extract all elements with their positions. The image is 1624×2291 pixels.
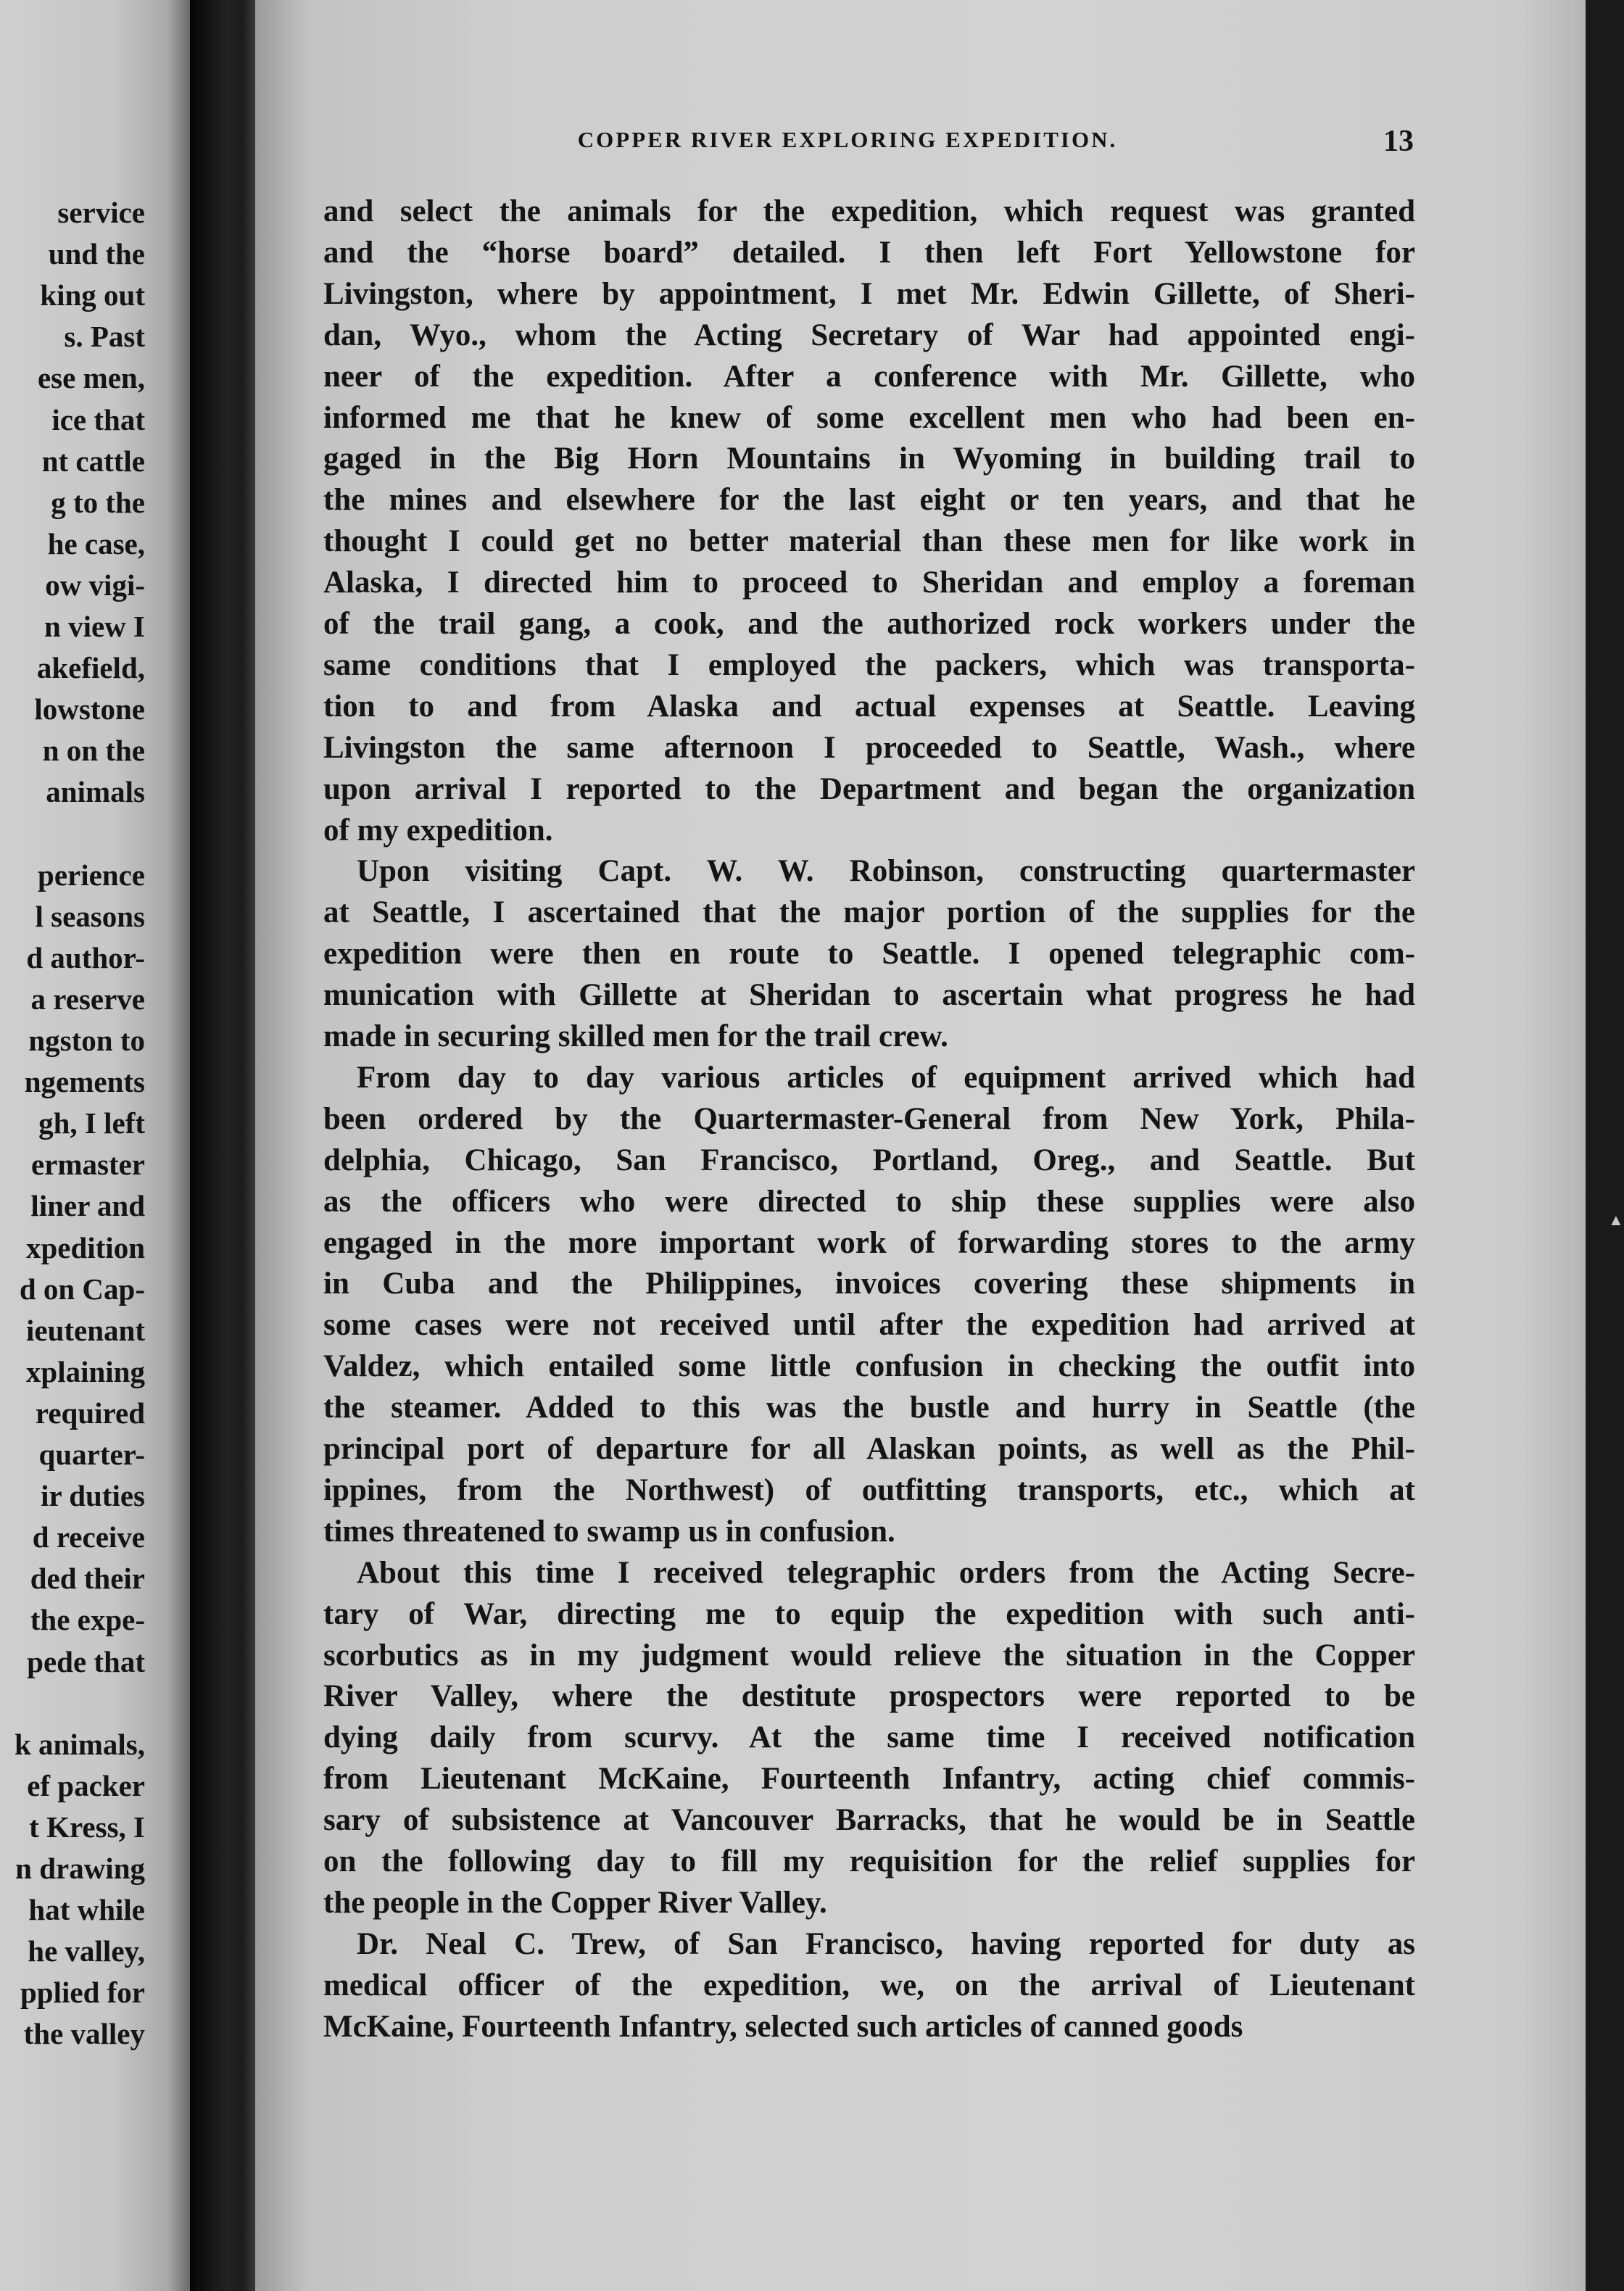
text-line: principal port of departure for all Alaskan points, as well as the Phil- (323, 1432, 1415, 1466)
left-page-fragment: required (35, 1396, 145, 1430)
left-page-fragment: n on the (42, 734, 145, 768)
text-line: and select the animals for the expedition, which request was granted (323, 194, 1415, 228)
text-line: thought I could get no better material than these men for like work in (323, 524, 1415, 559)
text-line: gaged in the Big Horn Mountains in Wyoming in building trail to (323, 442, 1415, 476)
text-line: delphia, Chicago, San Francisco, Portland, Oreg., and Seattle. But (323, 1143, 1415, 1177)
text-line: sary of subsistence at Vancouver Barracks, that he would be in Seattle (323, 1803, 1415, 1838)
left-page-edge (0, 0, 190, 2291)
left-page-fragment: hat while (28, 1893, 145, 1927)
text-line: of my expedition. (323, 813, 553, 848)
text-line: of the trail gang, a cook, and the authorized rock workers under the (323, 607, 1415, 641)
text-line: dan, Wyo., whom the Acting Secretary of War had appointed engi- (323, 318, 1415, 352)
text-line: tary of War, directing me to equip the expedition with such anti- (323, 1596, 1415, 1631)
text-line: dying daily from scurvy. At the same time I received notification (323, 1720, 1415, 1755)
text-line: expedition were then en route to Seattle. I opened telegraphic com- (323, 937, 1415, 972)
left-page-fragment: pplied for (20, 1976, 145, 2010)
left-page-fragment: xpedition (25, 1230, 145, 1264)
text-line: Dr. Neal C. Trew, of San Francisco, having reported for duty as (357, 1926, 1415, 1961)
left-page-fragment: ice that (51, 402, 145, 436)
left-page-fragment: ngston to (28, 1024, 145, 1057)
left-page-fragment: king out (40, 278, 145, 312)
left-page-fragment: service (57, 196, 145, 229)
text-line: the people in the Copper River Valley. (323, 1885, 827, 1920)
text-line: neer of the expedition. After a conference with Mr. Gillette, who (323, 359, 1415, 394)
text-line: Livingston the same afternoon I proceeded to Seattle, Wash., where (323, 730, 1415, 765)
left-page-fragment: ermaster (30, 1148, 145, 1182)
text-line: McKaine, Fourteenth Infantry, selected such articles of canned goods (323, 2009, 1243, 2044)
left-page-fragment: xplaining (25, 1354, 145, 1388)
left-page-fragment: animals (46, 775, 145, 809)
left-page-fragment: quarter- (38, 1438, 145, 1471)
left-page-fragment: the valley (23, 2017, 145, 2051)
left-page-fragment: s. Past (64, 320, 145, 354)
left-page-fragment: k animals, (14, 1727, 145, 1761)
left-page-fragment: l seasons (35, 899, 145, 933)
left-page-fragment: n view I (44, 610, 145, 643)
page-number: 13 (1383, 125, 1414, 158)
text-line: Alaska, I directed him to proceed to Sheridan and employ a foreman (323, 566, 1415, 600)
left-page-fragment: ngements (24, 1065, 145, 1099)
text-line: in Cuba and the Philippines, invoices covering these shipments in (323, 1267, 1415, 1301)
left-page-fragment: akefield, (36, 651, 145, 685)
text-line: tion to and from Alaska and actual expenses at Seattle. Leaving (323, 689, 1415, 724)
text-line: Valdez, which entailed some little confusion in checking the outfit into (323, 1349, 1415, 1384)
text-line: from Lieutenant McKaine, Fourteenth Infantry, acting chief commis- (323, 1762, 1415, 1797)
left-page-fragment: perience (38, 858, 145, 892)
text-line: munication with Gillette at Sheridan to ascertain what progress he had (323, 978, 1415, 1013)
left-page-fragment: he case, (47, 526, 145, 560)
left-page-fragment: the expe- (30, 1603, 145, 1637)
text-line: About this time I received telegraphic orders from the Acting Secre- (357, 1555, 1415, 1590)
left-page-fragment: ded their (30, 1562, 145, 1596)
left-page-fragment: nt cattle (41, 444, 145, 478)
left-page-fragment: und the (48, 237, 145, 271)
text-line: River Valley, where the destitute prospectors were reported to be (323, 1679, 1415, 1714)
left-page-fragment: gh, I left (38, 1106, 145, 1140)
left-page-fragment: ow vigi- (45, 568, 145, 602)
text-line: been ordered by the Quartermaster-General from New York, Phila- (323, 1101, 1415, 1136)
text-line: as the officers who were directed to ship these supplies were also (323, 1184, 1415, 1219)
running-head (281, 127, 1414, 163)
text-line: ippines, from the Northwest) of outfitting transports, etc., which at (323, 1472, 1415, 1507)
left-page-fragment: ef packer (27, 1768, 145, 1802)
left-page-fragment: ieutenant (26, 1313, 145, 1347)
text-line: From day to day various articles of equipment arrived which had (357, 1060, 1415, 1095)
text-line: some cases were not received until after the expedition had arrived at (323, 1308, 1415, 1343)
text-line: the mines and elsewhere for the last eight or ten years, and that he (323, 483, 1415, 518)
text-line: times threatened to swamp us in confusion. (323, 1514, 895, 1549)
text-line: scorbutics as in my judgment would relieve the situation in the Copper (323, 1638, 1415, 1673)
text-line: Livingston, where by appointment, I met Mr. Edwin Gillette, of Sheri- (323, 276, 1415, 311)
text-line: informed me that he knew of some excellent men who had been en- (323, 400, 1415, 435)
text-line: on the following day to fill my requisition for the relief supplies for (323, 1844, 1415, 1878)
text-line: upon arrival I reported to the Department and began the organization (323, 771, 1415, 806)
left-page-fragment: a reserve (30, 982, 145, 1016)
left-page-fragment: d on Cap- (19, 1272, 145, 1306)
text-line: the steamer. Added to this was the bustle and hurry in Seattle (the (323, 1391, 1415, 1425)
page-edge-mark: ▲ (1608, 1211, 1624, 1229)
text-line: and the “horse board” detailed. I then left Fort Yellowstone for (323, 235, 1415, 270)
running-head-title: COPPER RIVER EXPLORING EXPEDITION. (577, 127, 1118, 152)
left-page-fragment: t Kress, I (29, 1810, 145, 1844)
left-page-fragment: d author- (26, 940, 145, 974)
text-line: made in securing skilled men for the trail crew. (323, 1019, 948, 1053)
left-page-fragment: ir duties (41, 1479, 145, 1513)
left-page-fragment: lowstone (34, 692, 145, 726)
left-page-fragment: ese men, (37, 361, 145, 395)
text-line: Upon visiting Capt. W. W. Robinson, constructing quartermaster (357, 854, 1415, 889)
text-line: same conditions that I employed the packers, which was transporta- (323, 647, 1415, 682)
text-line: engaged in the more important work of forwarding stores to the army (323, 1225, 1415, 1260)
text-line: at Seattle, I ascertained that the major portion of the supplies for the (323, 895, 1415, 930)
left-page-fragment: n drawing (15, 1852, 145, 1885)
text-line: medical officer of the expedition, we, on the arrival of Lieutenant (323, 1968, 1415, 2002)
left-page-fragment: pede that (27, 1644, 145, 1678)
left-page-fragment: g to the (51, 485, 145, 519)
left-page-fragment: liner and (30, 1189, 145, 1223)
left-page-fragment: he valley, (28, 1934, 145, 1968)
left-page-fragment: d receive (32, 1520, 145, 1554)
book-spine-shadow (190, 0, 255, 2291)
